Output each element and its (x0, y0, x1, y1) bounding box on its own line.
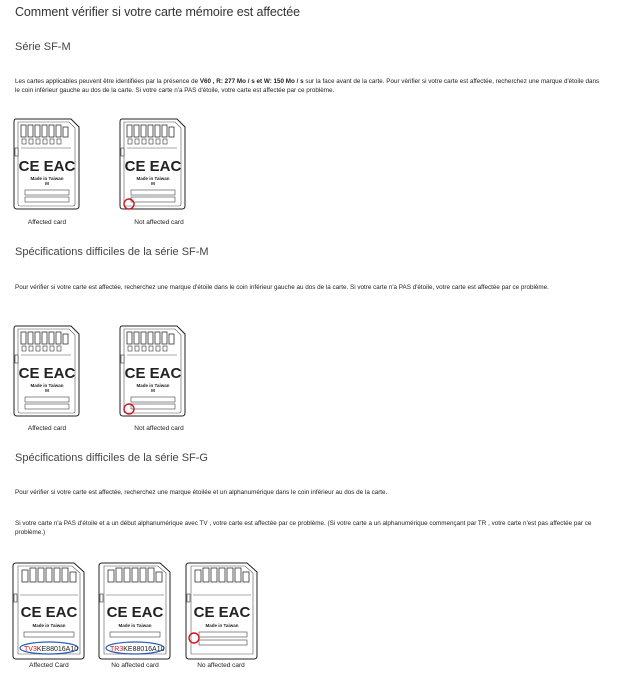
svg-text:M: M (151, 181, 155, 186)
card-caption: Affected card (27, 425, 67, 432)
svg-text:CE EAC: CE EAC (20, 604, 78, 621)
svg-text:Made in Taiwan: Made in Taiwan (136, 176, 170, 181)
card-caption: Affected card (27, 219, 67, 226)
section-heading-sf-g-tough: Spécifications difficiles de la série SF-G (15, 452, 208, 464)
svg-text:Made in Taiwan: Made in Taiwan (30, 176, 64, 181)
card-caption: Not affected card (134, 425, 184, 432)
svg-text:CE EAC: CE EAC (193, 604, 251, 621)
section-paragraph-sf-m: Les cartes applicables peuvent être identifiées par la présence de V60 , R: 277 Mo / s et W: 150 Mo / s sur la face avant de la carte. Pour vérifier si votre carte est affectée, recherchez une marque d'étoile dans le coin inférieur gauche au dos de la carte. Si votre carte n'a PAS d'étoile, votre carte est affectée par ce problème. (15, 78, 600, 94)
card-caption: No affected card (111, 662, 159, 669)
section-heading-sf-m-tough: Spécifications difficiles de la série SF-M (15, 246, 209, 258)
svg-text:CE EAC: CE EAC (124, 158, 182, 175)
sd-card-back-sf-g-not-affected-star (185, 562, 259, 660)
sd-card-back-sf-g-affected (12, 562, 86, 660)
code-text: TV3KE88016A10 (24, 646, 79, 653)
sd-card-back-affected (13, 118, 81, 212)
svg-text:Made in Taiwan: Made in Taiwan (32, 623, 66, 628)
svg-text:Made in Taiwan: Made in Taiwan (205, 623, 239, 628)
card-caption: No affected card (197, 662, 245, 669)
svg-text:CE EAC: CE EAC (124, 365, 182, 382)
svg-text:Made in Taiwan: Made in Taiwan (118, 623, 152, 628)
code-text: TR3KE88016A10 (110, 646, 165, 653)
sd-card-back-sf-g-not-affected-tr (98, 562, 172, 660)
svg-text:M: M (45, 181, 49, 186)
svg-text:M: M (151, 388, 155, 393)
sd-card-back-not-affected (119, 325, 187, 419)
svg-text:Made in Taiwan: Made in Taiwan (30, 383, 64, 388)
section-paragraph-sf-m-tough: Pour vérifier si votre carte est affectée, recherchez une marque d'étoile dans le coin inférieur gauche au dos de la carte. Si votre carte n'a PAS d'étoile, votre carte est affectée par ce problème. (15, 284, 549, 291)
sd-card-back-not-affected (119, 118, 187, 212)
svg-text:M: M (45, 388, 49, 393)
card-caption: Not affected card (134, 219, 184, 226)
svg-text:CE EAC: CE EAC (18, 158, 76, 175)
page-title: Comment vérifier si votre carte mémoire est affectée (15, 5, 300, 19)
section-heading-sf-m: Série SF-M (15, 41, 71, 53)
svg-text:CE EAC: CE EAC (106, 604, 164, 621)
card-caption: Affected Card (29, 662, 69, 669)
svg-text:CE EAC: CE EAC (18, 365, 76, 382)
section-paragraph-sf-g-2: Si votre carte n'a PAS d'étoile et a un début alphanumérique avec TV , votre carte est affectée par ce problème. (Si votre carte a un alphanumérique commençant par TR , votre carte n'est pas affectée par ce problème.) (15, 520, 592, 536)
section-paragraph-sf-g-1: Pour vérifier si votre carte est affectée, recherchez une marque étoilée et un alphanumérique dans le coin inférieur au dos de la carte. (15, 489, 388, 496)
svg-text:Made in Taiwan: Made in Taiwan (136, 383, 170, 388)
sd-card-back-affected (13, 325, 81, 419)
